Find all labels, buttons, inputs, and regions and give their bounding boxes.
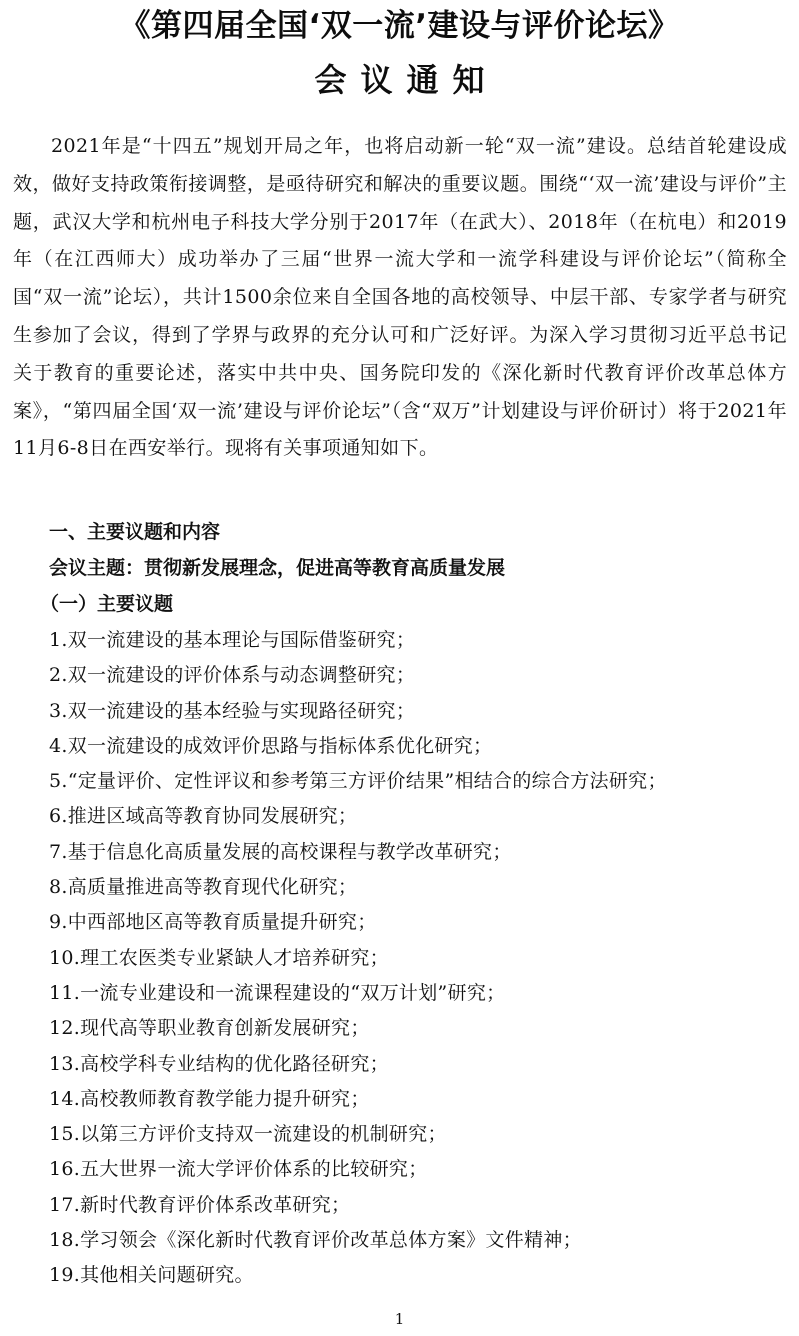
topic-item: 3.双一流建设的基本经验与实现路径研究；	[49, 699, 416, 722]
topic-item: 17.新时代教育评价体系改革研究；	[49, 1193, 351, 1216]
topic-item: 1.双一流建设的基本理论与国际借鉴研究；	[49, 629, 416, 651]
topic-item: 15.以第三方评价支持双一流建设的机制研究；	[49, 1123, 447, 1146]
topic-list	[49, 623, 667, 1294]
topic-item: 11.一流专业建设和一流课程建设的“双万计划”研究；	[49, 981, 506, 1004]
topic-item: 14.高校教师教育教学能力提升研究；	[49, 1087, 370, 1110]
intro-paragraph: 2021年是“十四五”规划开局之年，也将启动新一轮“双一流”建设。总结首轮建设成效，做好支持政策衔接调整，是亟待研究和解决的重要议题。围绕“‘双一流’建设与评价”主题，武汉大学和杭州电子科技大学分别于2017年（在武大）、2018年（在杭电）和2019年（在江西师大）成功举办了三届“世界一流大学和一流学科建设与评价论坛”（简称全国“双一流”论坛），共计1500余位来自全国各地的高校领导、中层干部、专家学者与研究生参加了会议，得到了学界与政界的充分认可和广泛好评。为深入学习贯彻习近平总书记关于教育的重要论述，落实中共中央、国务院印发的《深化新时代教育评价改革总体方案》，“第四届全国‘双一流’建设与评价论坛”（含“双万”计划建设与评价研讨）将于2021年11月6-8日在西安举行。现将有关事项通知如下。	[13, 135, 787, 460]
topic-item: 8.高质量推进高等教育现代化研究；	[49, 876, 358, 899]
topic-item: 6.推进区域高等教育协同发展研究；	[49, 805, 358, 828]
theme-line: 会议主题：贯彻新发展理念，促进高等教育高质量发展	[49, 557, 506, 579]
topic-item: 12.现代高等职业教育创新发展研究；	[49, 1017, 370, 1040]
section-heading: 一、主要议题和内容	[49, 521, 221, 543]
topic-item: 13.高校学科专业结构的优化路径研究；	[49, 1052, 389, 1075]
topic-item: 2.双一流建设的评价体系与动态调整研究；	[49, 664, 416, 687]
document-subtitle: 会议通知	[314, 61, 499, 99]
topic-item: 18.学习领会《深化新时代教育评价改革总体方案》文件精神；	[49, 1229, 582, 1252]
topic-item: 10.理工农医类专业紧缺人才培养研究；	[49, 946, 389, 969]
page-number: 1	[394, 1310, 405, 1328]
topic-item: 19.其他相关问题研究。	[49, 1264, 254, 1287]
topic-item: 4.双一流建设的成效评价思路与指标体系优化研究；	[49, 734, 493, 757]
topic-item: 9.中西部地区高等教育质量提升研究；	[49, 911, 377, 934]
document-title: 《第四届全国‘双一流’建设与评价论坛》	[119, 8, 680, 44]
topic-item: 7.基于信息化高质量发展的高校课程与教学改革研究；	[49, 840, 512, 863]
subsection-heading: （一）主要议题	[40, 593, 174, 615]
topic-item: 5.“定量评价、定性评议和参考第三方评价结果”相结合的综合方法研究；	[49, 770, 667, 793]
topic-item: 16.五大世界一流大学评价体系的比较研究；	[49, 1158, 428, 1181]
